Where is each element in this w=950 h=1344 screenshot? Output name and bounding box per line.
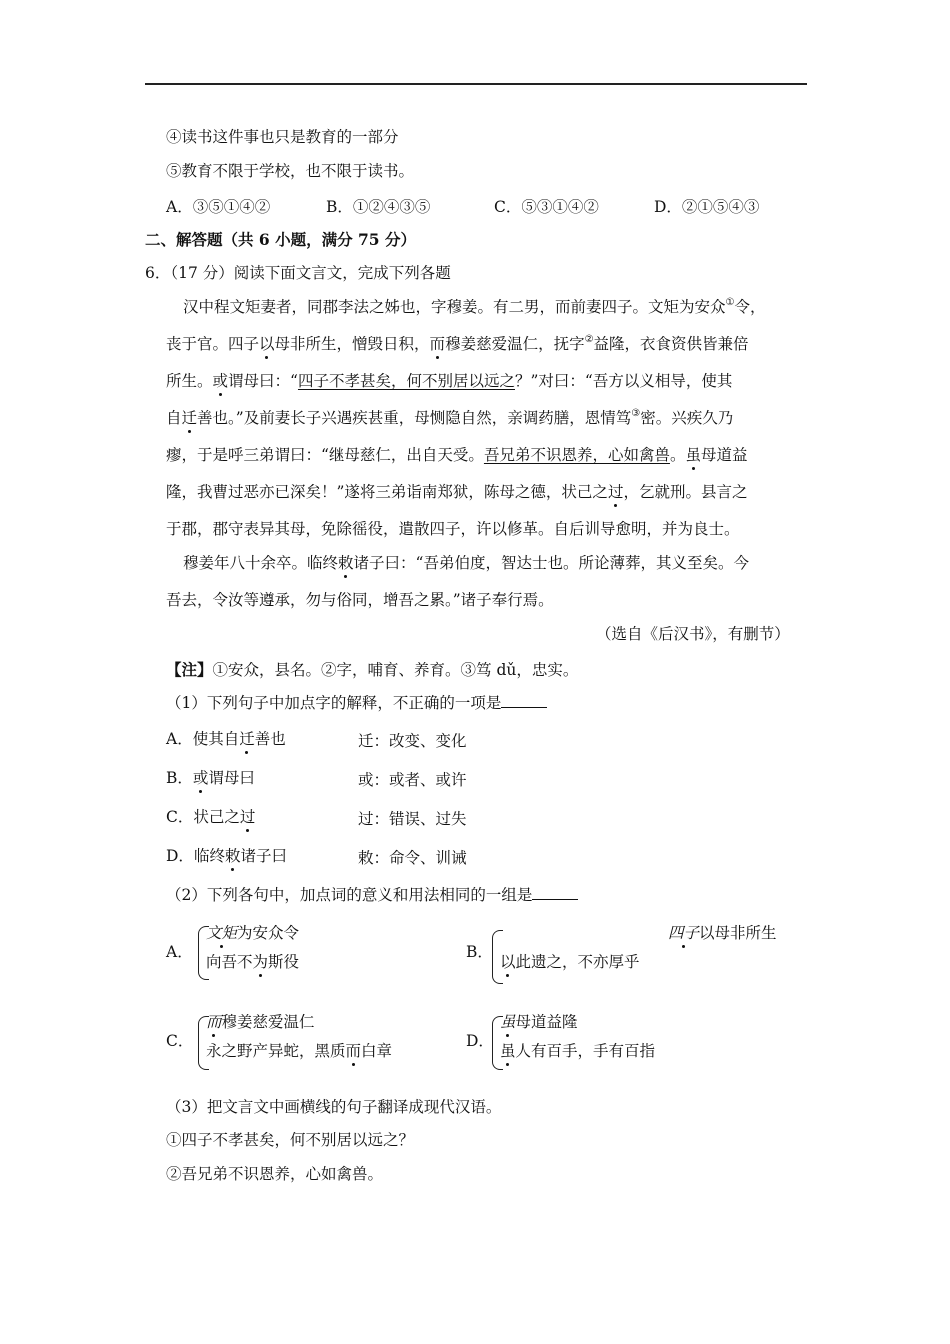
choice-c[interactable]: C．⑤③①④②: [494, 198, 599, 216]
footnote: 【注】①安众，县名。②字，哺育、养育。③笃 dǔ，忠实。: [166, 660, 579, 679]
sub2-option-b-letter[interactable]: B．: [466, 943, 493, 961]
underlined-sentence-1: 四子不孝甚矣，何不别居以远之: [297, 372, 515, 390]
sub2-option-c-letter[interactable]: C．: [166, 1032, 194, 1050]
header-rule: [145, 83, 807, 85]
sub1-option-c[interactable]: C．状己之过: [166, 808, 256, 826]
sub2-a-bottom: 向吾不为斯役: [206, 953, 300, 971]
sub1-gloss-d: 敕：命令、训诫: [358, 849, 467, 867]
passage-line-8: 穆姜年八十余卒。临终敕诸子曰：“吾弟伯度，智达士也。所论薄葬，其义至矣。今: [183, 554, 749, 572]
sub2-b-top: 四子以母非所生: [668, 924, 777, 942]
passage-line-9: 吾去，令汝等遵承，勿与俗同，增吾之累。”诸子奉行焉。: [166, 591, 554, 609]
passage-source: （选自《后汉书》，有删节）: [596, 625, 790, 643]
passage-line-1: 汉中程文矩妻者，同郡李法之姊也，字穆姜。有二男，而前妻四子。文矩为安众①令，: [183, 297, 766, 316]
sub2-option-a-letter[interactable]: A．: [166, 943, 193, 961]
sub1-option-d[interactable]: D．临终敕诸子曰: [166, 847, 287, 865]
option-item-5: ⑤教育不限于学校，也不限于读书。: [166, 162, 415, 180]
sub1-stem: （1）下列句子中加点字的解释，不正确的一项是: [166, 692, 547, 714]
choice-row: [166, 196, 759, 218]
question-stem: 6．（17 分）阅读下面文言文，完成下列各题: [145, 264, 451, 282]
passage-line-3: 所生。或谓母曰：“四子不孝甚矣，何不别居以远之？”对曰：“吾方以义相导，使其: [166, 372, 733, 390]
passage-line-2: 丧于官。四子以母非所生，憎毁日积，而穆姜慈爱温仁，抚字②益隆，衣食资供皆兼倍: [166, 334, 749, 353]
answer-blank[interactable]: [501, 693, 547, 708]
passage-line-4: 自迁善也。”及前妻长子兴遇疾甚重，母恻隐自然，亲调药膳，恩情笃③密。兴疾久乃: [166, 408, 734, 427]
underlined-sentence-2: 吾兄弟不识恩养，心如禽兽: [483, 446, 670, 464]
sub1-gloss-c: 过：错误、过失: [358, 810, 467, 828]
answer-blank[interactable]: [532, 885, 578, 900]
section-title: 二、解答题（共 6 小题，满分 75 分）: [145, 230, 416, 249]
sub1-gloss-b: 或：或者、或许: [358, 771, 467, 789]
passage-line-7: 于郡，郡守表异其母，免除徭役，遣散四子，许以修革。自后训导愈明，并为良士。: [166, 520, 740, 538]
sub2-b-bottom: 以此遗之，不亦厚乎: [500, 953, 640, 971]
sub2-option-d-letter[interactable]: D．: [466, 1032, 494, 1050]
sub3-item-2: ②吾兄弟不识恩养，心如禽兽。: [166, 1165, 384, 1183]
sub1-option-a[interactable]: A．使其自迁善也: [166, 730, 286, 748]
sub2-stem: （2）下列各句中，加点词的意义和用法相同的一组是: [166, 884, 578, 906]
choice-b[interactable]: B．①②④③⑤: [326, 198, 431, 216]
passage-line-5: 瘳，于是呼三弟谓曰：“继母慈仁，出自天受。吾兄弟不识恩养，心如禽兽。虽母道益: [166, 446, 748, 464]
sub3-item-1: ①四子不孝甚矣，何不别居以远之？: [166, 1131, 415, 1149]
sub1-gloss-a: 迁：改变、变化: [358, 732, 467, 750]
sub2-c-top: 而穆姜慈爱温仁: [206, 1013, 315, 1031]
sub3-stem: （3）把文言文中画横线的句子翻译成现代汉语。: [166, 1098, 502, 1116]
sub2-c-bottom: 永之野产异蛇，黑质而白章: [206, 1042, 393, 1060]
sub1-option-b[interactable]: B．或谓母曰: [166, 769, 255, 787]
passage-line-6: 隆，我曹过恶亦已深矣！”遂将三弟诣南郑狱，陈母之德，状己之过，乞就刑。县言之: [166, 483, 748, 501]
sub2-d-top: 虽母道益隆: [500, 1013, 578, 1031]
sub2-d-bottom: 虽人有百手，手有百指: [500, 1042, 656, 1060]
sub2-a-top: 文矩为安众令: [206, 924, 300, 942]
choice-d[interactable]: D．②①⑤④③: [654, 198, 760, 216]
choice-a[interactable]: A．③⑤①④②: [166, 198, 271, 216]
option-item-4: ④读书这件事也只是教育的一部分: [166, 128, 399, 146]
